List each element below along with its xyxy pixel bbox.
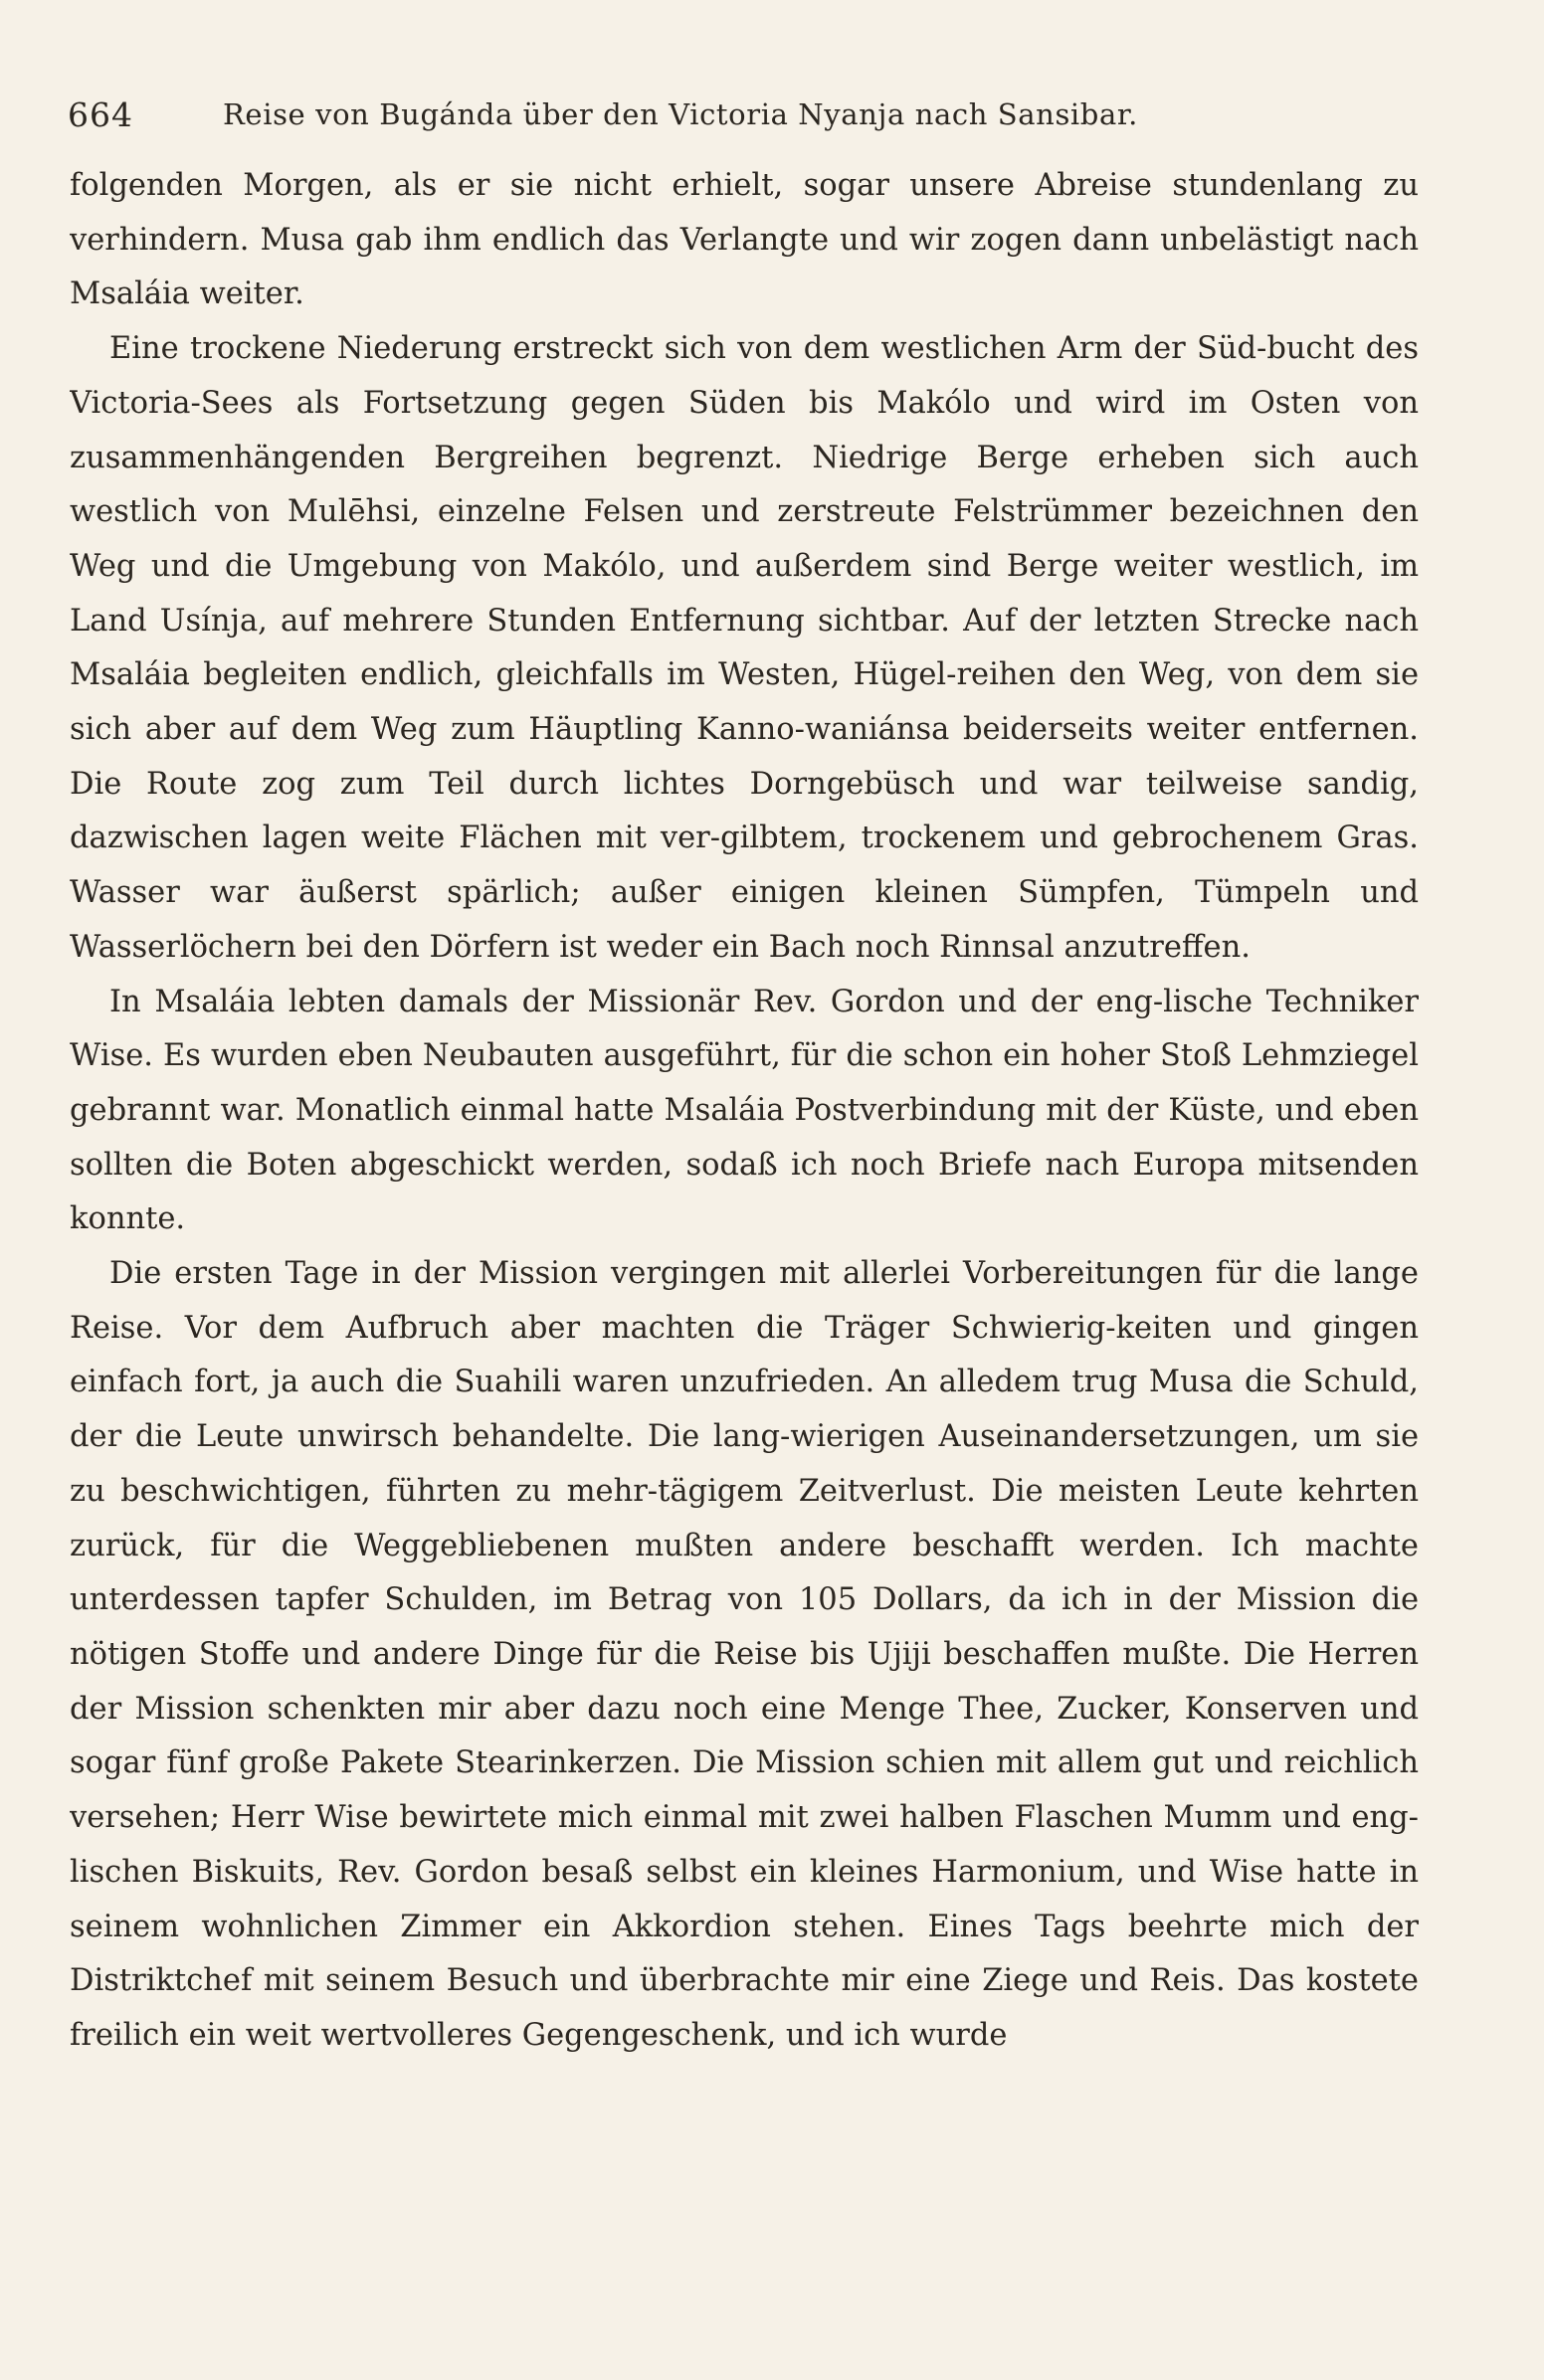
page-number: 664 (68, 95, 133, 134)
paragraph: folgenden Morgen, als er sie nicht erhielt, sogar unsere Abreise stundenlang zu verhindern. Musa gab ihm endlich das Verlangte und wir zogen dann unbelästigt nach Msaláia weiter. (70, 168, 1419, 312)
page-header (68, 95, 1441, 135)
paragraph: Die ersten Tage in der Mission vergingen mit allerlei Vorbereitungen für die lange Reise. Vor dem Aufbruch aber machten die Träger Schwierig-keiten und gingen einfach fort, ja auch die Suahili waren unzufrieden. An alledem trug Musa die Schuld, der die Leute unwirsch behandelte. Die lang-wierigen Auseinandersetzungen, um sie zu beschwichtigen, führten zu mehr-tägigem Zeitverlust. Die meisten Leute kehrten zurück, für die Weggebliebenen mußten andere beschafft werden. Ich machte unterdessen tapfer Schulden, im Betrag von 105 Dollars, da ich in der Mission die nötigen Stoffe und andere Dinge für die Reise bis Ujiji beschaffen mußte. Die Herren der Mission schenkten mir aber dazu noch eine Menge Thee, Zucker, Konserven und sogar fünf große Pakete Stearinkerzen. Die Mission schien mit allem gut und reichlich versehen; Herr Wise bewirtete mich einmal mit zwei halben Flaschen Mumm und eng-lischen Biskuits, Rev. Gordon besaß selbst ein kleines Harmonium, und Wise hatte in seinem wohnlichen Zimmer ein Akkordion stehen. Eines Tags beehrte mich der Distriktchef mit seinem Besuch und überbrachte mir eine Ziege und Reis. Das kostete freilich ein weit wertvolleres Gegengeschenk, und ich wurde (70, 1256, 1419, 2053)
body-text (70, 159, 1419, 2278)
paragraph: In Msaláia lebten damals der Missionär Rev. Gordon und der eng-lische Techniker Wise. Es wurden eben Neubauten ausgeführt, für die schon ein hoher Stoß Lehmziegel gebrannt war. Monatlich einmal hatte Msaláia Postverbindung mit der Küste, und eben sollten die Boten abgeschickt werden, sodaß ich noch Briefe nach Europa mitsenden konnte. (70, 984, 1419, 1237)
running-title: Reise von Bugánda über den Victoria Nyanja nach Sansibar. (223, 97, 1138, 131)
paragraph: Eine trockene Niederung erstreckt sich von dem westlichen Arm der Süd-bucht des Victoria-Sees als Fortsetzung gegen Süden bis Makólo und wird im Osten von zusammenhängenden Bergreihen begrenzt. Niedrige Berge erheben sich auch westlich von Mulēhsi, einzelne Felsen und zerstreute Felstrümmer bezeichnen den Weg und die Umgebung von Makólo, und außerdem sind Berge weiter westlich, im Land Usínja, auf mehrere Stunden Entfernung sichtbar. Auf der letzten Strecke nach Msaláia begleiten endlich, gleichfalls im Westen, Hügel-reihen den Weg, von dem sie sich aber auf dem Weg zum Häuptling Kanno-waniánsa beiderseits weiter entfernen. Die Route zog zum Teil durch lichtes Dorngebüsch und war teilweise sandig, dazwischen lagen weite Flächen mit ver-gilbtem, trockenem und gebrochenem Gras. Wasser war äußerst spärlich; außer einigen kleinen Sümpfen, Tümpeln und Wasserlöchern bei den Dörfern ist weder ein Bach noch Rinnsal anzutreffen. (70, 331, 1419, 965)
